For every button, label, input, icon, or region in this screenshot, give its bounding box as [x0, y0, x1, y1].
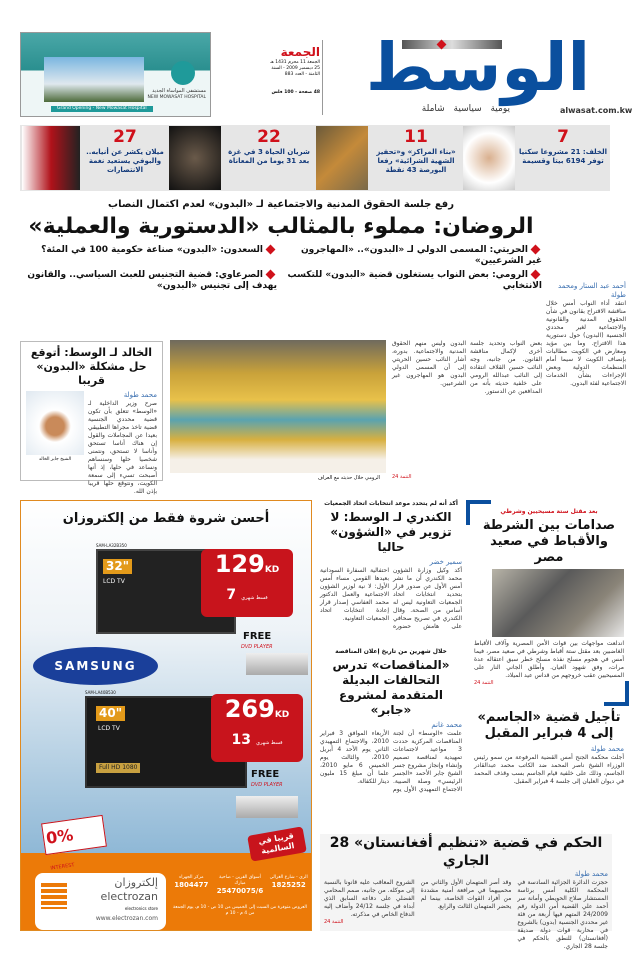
tv-size: 32" [103, 559, 132, 574]
byline: محمد طولة [590, 745, 624, 753]
lead-photo [170, 340, 386, 473]
branch-phone: 25470075/6 [216, 887, 264, 895]
teaser-photo [22, 126, 80, 190]
article-text: بعض النواب وتحديد جلسة أخرى لإكمال مناقشة القانون. من جانبه، وجه النائب حسين القلاف انتقاده إلى النائب عبدالله الرومي على خلفية حديثه بأنه من المدافعين عن الدستور. [470, 340, 542, 395]
afghan-story [320, 834, 612, 950]
continued-link[interactable]: التتمة 24 [474, 680, 494, 686]
diamond-icon [531, 245, 541, 255]
monthly-price: 13 [231, 732, 252, 748]
teaser-text: الخلف: 21 مشروعا سكنيا توفر 6194 بيتا وقسيمة [518, 148, 607, 165]
byline: محمد طولة [574, 870, 608, 878]
headline: تأجيل قضية «الجاسم» إلى 4 فبراير المقبل [477, 710, 621, 741]
monthly-price: 7 [226, 587, 237, 603]
byline: محمد طولة [123, 391, 157, 399]
headline: الكندري لـ الوسط: لا تزوير في «الشؤون» حاليا [330, 510, 452, 554]
lead-kicker: رفع جلسة الحقوق المدنية والاجتماعية لـ «البدون» لعدم اكتمال النصاب [108, 199, 454, 210]
egypt-frame-left [466, 500, 470, 525]
price: 129 [214, 550, 265, 578]
pages-price: 48 صفحة - 100 فلس [271, 90, 320, 95]
teaser-text: شريان الحياة 3 في غزة بعد 31 يوما من المعاناة [228, 148, 310, 165]
day-label: الجمعة [280, 45, 320, 59]
soon-badge: قريبا في السالمية [247, 826, 307, 861]
currency: KD [264, 565, 280, 575]
tv-size: 40" [96, 706, 125, 721]
article-text: وقد أصر المتهمان الأول والثاني من محمييهما في مرافعة أمنية مشددة من أفراد القوات الخاصة، بينما لم يحضر المتهمان الثالث والرابع. [420, 879, 512, 910]
article-text: صرح وزير الداخلية لـ «الوسط» تتعلق بأن تكون قضية محددي الجنسية قضية تاخذ مجراها التطبيقي بعيدا عن المجاملات والقول إن هناك أناسا تستحق وأناسا لا تستحق، ونتمنى شخصيا حلها وسنساهم ونساعد في حلها، إذ أنها أصبحت تسيء إلى سمعة الكويت، ونتوقع حلها قريبا بإذن الله. [88, 400, 157, 495]
teaser-photo [169, 126, 221, 190]
teaser-photo [316, 126, 368, 190]
teaser-photo [463, 126, 515, 190]
lead-bullet [20, 270, 277, 292]
lead-bullet [285, 270, 542, 292]
interview-headline: الخالد لـ الوسط: أتوقع حل مشكلة «البدون» قريبا [30, 346, 153, 387]
hospital-photo [44, 57, 144, 102]
lead-header [20, 198, 542, 292]
bullet-text: الحريتي: المسمى الدولي لـ «البدون».. «المهاجرون غير الشرعيين» [300, 245, 542, 266]
price-tag [201, 549, 293, 617]
dvd-player [246, 653, 308, 675]
continued-link[interactable]: التتمة 24 [323, 919, 344, 925]
kicker: أكد أنه لم يتحدد موعد انتخابات اتحاد الجمعيات [324, 500, 458, 507]
store-sub: electronics store [124, 906, 158, 911]
branch-phone: 1804477 [174, 881, 209, 889]
free-label: FREE [251, 769, 280, 780]
product-model: SAM-LA40B530 [85, 690, 116, 695]
teaser-page-number: 7 [557, 127, 569, 147]
egypt-story [474, 508, 624, 702]
tv-type: LCD TV [103, 578, 125, 585]
website-link[interactable]: alwasat.com.kw [560, 106, 632, 115]
teaser-text: ميلان يكشر عن أنيابه.. والبوفي يستعيد نغمة الانتصارات [86, 148, 164, 174]
monthly-label: قسط شهري [241, 595, 268, 601]
store-name-en: electrozan [100, 890, 158, 903]
byline: محمد غانم [431, 721, 462, 729]
egypt-photo [492, 569, 624, 637]
byline: أحمد عبد الستار ومحمد طولة [558, 282, 626, 299]
continued-link[interactable]: التتمة 24 [392, 474, 412, 480]
kicker: خلال شهرين من تاريخ إعلان المناقصة [335, 648, 447, 655]
teaser-strip [20, 125, 610, 191]
hospital-footer: Grand Opening - New Mowasat Hospital [51, 106, 153, 112]
bullet-text: الصرعاوي: قضية التجنيس للعبث السياسي.. والقانون يهدف إلى تجنيس «البدون» [27, 270, 277, 291]
article-text: حجزت الدائرة الجزائية السادسة في المحكمة الكلية أمس برئاسة المستشار صلاح الحويطي وأمانة سر أحمد علي القضية أمن الدولة رقم 24/2009 المتهم فيها أربعة من فئة غير محددي الجنسية (بدون) بالشروع في محاربة قوات دولة صديقة (أفغانستان) للنطق بالحكم في جلسة 28 الجاري. [517, 879, 608, 950]
right-column [474, 508, 624, 794]
article-text: الشروع المعاقب عليه قانونا بالنسبة إلى موكله. من جانبه، صمم المحامي الفضلي على دفاعه السابق الذي أبداه في جلسة 24/12 وأضاف إليه الدفاع الخاص في مذكرته. [323, 879, 415, 918]
gift-label: DVD PLAYER [241, 644, 273, 650]
headline: صدامات بين الشرطة والأقباط في صعيد مصر [482, 518, 616, 565]
price: 269 [224, 695, 275, 723]
article-text: انتقد أداء النواب أمس خلال مناقشة الاقتراح بقانون في شأن الحقوق المدنية والقانونية والاجتماعية لغير محددي الجنسية (البدون) حول دستورية هذا الاقتراح. وما بين مؤيد ومعارض في الكويت مطالبات بإنصاف الكويت لا سيما أمام المنظمات الدولية وبعض الإجراءات بشأن الخدمات الاجتماعية لفئة البدون. [546, 300, 626, 387]
full-hd-badge: Full HD 1080 [96, 763, 140, 773]
masthead-divider [322, 40, 323, 115]
interest-badge [41, 815, 107, 872]
electrozan-logo-icon [41, 883, 67, 909]
newspaper-logo: الوسط [365, 29, 591, 106]
teaser-item[interactable] [22, 126, 167, 190]
tenders-story [320, 648, 462, 826]
hospital-name-en: NEW MOWASAT HOSPITAL [147, 95, 206, 100]
electrozan-ad[interactable] [20, 500, 312, 931]
teaser-item[interactable] [463, 126, 608, 190]
samsung-logo: SAMSUNG [33, 647, 158, 685]
date-line: 25 ديسمبر 2009 - السنة [271, 66, 320, 71]
store-name-ar: إلكتروزان [114, 876, 158, 889]
branch-name: أسواق القرين - ضاحية مبارك [219, 875, 261, 886]
branch-name: مركز الجهراء [179, 875, 204, 880]
tv-type: LCD TV [98, 725, 120, 732]
interest-label: INTEREST [50, 862, 75, 872]
article-text: أكد وكيل وزارة الشؤون محمد الكندري أن ما نشر أمس الأول عن صدور قرار بتحديد انتخابات اتحاد الجمعيات التعاونية ليس له أساس من الصحة. وقال الكندري في تصريح صحافي على هامش حضوره احتفالية السفارة السودانية بعيدها القومي مساء أمس الأول: لا نية لوزير الشؤون الاجتماعية والعمل الدكتور محمد العفاسي إصدار قرار إعادة انتخابات اتحاد الجمعيات التعاونية. [320, 567, 462, 630]
article-text: أجلت محكمة الجنح أمس القضية المرفوعة من سمو رئيس الوزراء الشيخ ناصر المحمد ضد الكاتب محمد عبدالقادر الجاسم، وذلك على خلفية قيام الجاسم بسب وقذف المحمد في ديوان العليان إلى جلسة 4 فبراير المقبل. [474, 754, 624, 785]
teaser-page-number: 27 [113, 127, 137, 147]
teaser-item[interactable] [169, 126, 314, 190]
teaser-text: «بناء المراكز» و«تحفيز الشهية الشرائية» رفعا البورصة 43 نقطة [376, 148, 456, 174]
price-tag [211, 694, 303, 762]
branch-name: الري - شارع الغزالي [269, 875, 308, 880]
tagline: يومية سياسية شاملة [421, 104, 510, 114]
branches [171, 875, 309, 896]
interest-rate: 0% [44, 825, 75, 848]
hospital-name-ar: مستشفى المواساة الجديد [152, 88, 206, 94]
ad-title: أحسن شروة فقط من إلكتروزان [62, 511, 270, 526]
hospital-logo-icon [171, 61, 195, 85]
diamond-icon [266, 270, 276, 280]
teaser-page-number: 11 [404, 127, 428, 147]
currency: KD [274, 710, 290, 720]
interview-photo [26, 391, 84, 455]
headline: «المناقصات» تدرس التحالفات البديلة المتقدمة لمشروع «جابر» [332, 658, 450, 717]
store-website[interactable]: www.electrozan.com [95, 915, 158, 922]
bullet-text: الرومي: بعض النواب يستغلون قضية «البدون» للتكسب الانتخابي [287, 270, 542, 291]
article-text: اندلعت مواجهات بين قوات الأمن المصرية وآلاف الأقباط الغاضبين بعد مقتل ستة أقباط وشرطي في صعيد مصر، فيما أمس في هجوم مسلح نفذه مسلح خطر سبق اعتقاله عدة مرات، وفق شهود العيان. وأطلق الجاني النار على المسيحيين عقب خروجهم من قداس عيد الميلاد. [474, 640, 624, 679]
bullet-text: السعدون: «البدون» صناعة حكومية 100 في المئة؟ [41, 245, 263, 255]
kicker: بعد مقتل ستة مسيحيين وشرطي [500, 508, 598, 515]
product-model: SAM-LA32B350 [96, 543, 127, 548]
kandari-story [320, 500, 462, 648]
date-block [258, 45, 320, 96]
dvd-player [236, 796, 298, 818]
photo-caption: الرومي خلال حديثه مع العراف [317, 475, 380, 481]
byline: سمير خضر [429, 558, 462, 566]
store-hours: العروض متوفرة من السبت إلى الخميس من 10 ص - 10 م، يوم الجمعة من 4 م - 10 م [172, 905, 308, 916]
teaser-page-number: 22 [257, 127, 281, 147]
monthly-label: قسط شهري [256, 740, 283, 746]
store-logo-box [35, 873, 166, 930]
article-text: البدون وليس منهم الحقوق المدنية والاجتماعية. بدوره، أشار النائب حسين الحريتي إلى أن المسمى الدولي البدون هو المهاجرون غير الشرعيين. [392, 340, 466, 387]
lead-headline: الروضان: مملوء بالمثالب «الدستورية والعملية» [28, 214, 534, 239]
date-line: الجمعة 11 محرم 1431 هـ [270, 60, 320, 65]
diamond-icon [531, 270, 541, 280]
interview-box [20, 341, 163, 495]
hospital-ad[interactable] [20, 32, 211, 117]
article-text: علمت «الوسط» أن لجنة المناقصات المركزية حددت 3 مواعيد لاجتماعات تمهيدية لمناقصة تصميم وإنشاء وإنجاز مشروع جسر الشيخ جابر الأحمد «الجسر الرئيسي» وصلة الصبية. الاجتماع التمهيدي الأول يوم الأربعاء الموافق 3 فبراير 2010، والاجتماع التمهيدي الثاني يوم الأحد 4 أبريل 2010، والثالث يوم الخميس 6 مايو 2010، علما أن مبلغ 15 مليون دينار للكفالة. [320, 730, 462, 793]
diamond-icon [266, 245, 276, 255]
lead-bullet [20, 245, 277, 267]
gift-label: DVD PLAYER [251, 782, 283, 788]
headline: الحكم في قضية «تنظيم أفغانستان» 28 الجاري [329, 835, 603, 869]
middle-column [320, 500, 462, 826]
branch-phone: 1825252 [271, 881, 306, 889]
lead-column-1 [546, 282, 626, 492]
date-line: الثامنة - العدد 883 [284, 72, 320, 77]
lead-bullet [285, 245, 542, 267]
free-label: FREE [243, 631, 272, 642]
jasem-story [474, 710, 624, 794]
egypt-frame-right [625, 681, 629, 706]
photo-caption: الشيخ جابر الخالد [38, 457, 72, 462]
lead-bullets [20, 245, 542, 292]
teaser-item[interactable] [316, 126, 461, 190]
